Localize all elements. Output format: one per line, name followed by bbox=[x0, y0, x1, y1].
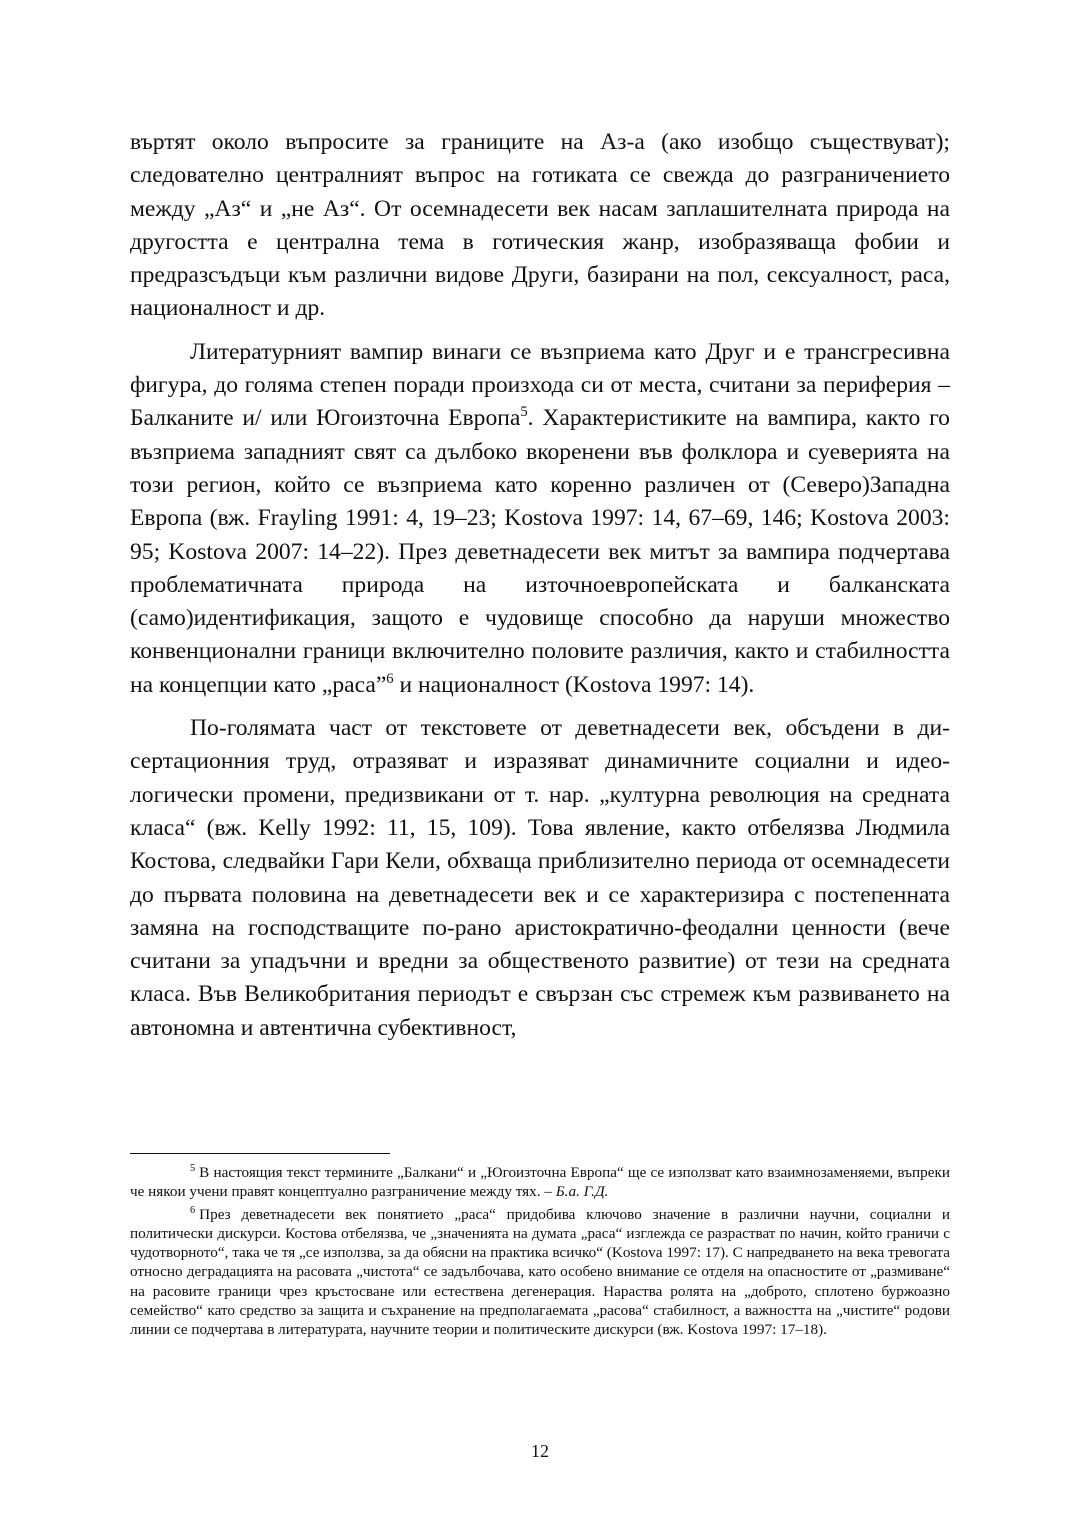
paragraph-2-text-b: . Характеристиките на вампира, както го възприема западният свят са дълбоко вкоренени във фолклора и суеверията на този регион, който се възприема като коренно различен от (Северо)Западна Европа (вж. Frayling 1991: 4, 19–23; Kostova 1997: 14, 67–69, 146; Kostova 2003: 95; Kostova 2007: 14–22). През деветнадесети век митът за вампира подчертава проблематичната природа на източноевропейската и балканската (само)идентификация, защото е чудовище способно да наруши множество конвенционални граници включително половите различия, както и стабилността на концепции като „раса” bbox=[130, 405, 950, 698]
paragraph-2 bbox=[130, 336, 950, 702]
footnote-5-author-note: Б.а. Г.Д. bbox=[555, 1183, 609, 1201]
footnote-separator bbox=[130, 1153, 390, 1154]
footnote-6 bbox=[130, 1205, 950, 1340]
footnote-6-number: 6 bbox=[190, 1204, 196, 1216]
page-number: 12 bbox=[531, 1441, 549, 1461]
main-text bbox=[130, 126, 950, 1045]
paragraph-2-text-c: и националност (Kostova 1997: 14). bbox=[393, 671, 755, 698]
footnote-ref-6[interactable]: 6 bbox=[386, 670, 394, 687]
footnote-ref-5[interactable]: 5 bbox=[520, 404, 528, 421]
paragraph-1: въртят около въпросите за границите на Аз-а (ако изобщо съществуват); следователно централният въпрос на готиката се свежда до разграничението между „Аз“ и „не Аз“. От осемнадесети век насам заплашителната природа на другостта е централна тема в готическия жанр, изобразяваща фобии и предразсъдъци към различни видове Други, базирани на пол, сексуалност, раса, националност и др. bbox=[130, 129, 950, 322]
footnote-5-number: 5 bbox=[190, 1162, 196, 1174]
footnote-6-text: През деветнадесети век понятието „раса“ придобива ключово значение в различни научни, социални и политически дискурси. Костова отбелязва, че „значенията на думата „раса“ изглежда се разрастват по начин, който граничи с чудотворното“, така че тя „се използва, за да обясни на практика всичко“ (Kostova 1997: 17). С напредването на века тревогата относно деградацията на расовата „чистота“ се задълбочава, като особено внимание се отделя на опасностите от „размиване“ на расовите граници чрез кръстосване или естествена дегенерация. Нараства ролята на „доброто, сплотено буржоазно семейство“ като средство за защита и съхранение на предполагаемата „расова“ стабилност, а важността на „чистите“ родови линии се подчертава в литературата, научните теории и политическите дискурси (вж. Kostova 1997: 17–18). bbox=[130, 1205, 950, 1339]
footnote-5-text: В настоящия текст термините „Балкани“ и „Югоизточна Европа“ ще се използват като взаимнозаменяеми, въпреки че някои учени правят концептуално разграничение между тях. – bbox=[130, 1164, 950, 1201]
paragraph-2-text-a: Литературният вампир винаги се възприема като Друг и е трансгресивна фигура, до голяма степен поради произхода си от места, считани за периферия – Балканите и/ или Югоизточна Европа bbox=[130, 338, 950, 432]
footnote-5 bbox=[130, 1163, 950, 1202]
paragraph-3: По-голямата част от текстовете от деветнадесети век, обсъдени в дисертационния труд, отразяват и изразяват динамичните социални и идеологически промени, предизвикани от т. нар. „културна революция на средната класа“ (вж. Kelly 1992: 11, 15, 109). Това явление, както отбелязва Людмила Костова, следвайки Гари Кели, обхваща приблизително периода от осемнадесети до първата половина на деветнадесети век и се характеризира с постепенната замяна на господстващите по-рано аристократично-феодални ценности (вече считани за упадъчни и вредни за общественото развитие) от тези на средната класа. Във Великобритания периодът е свързан със стремеж към развиването на автономна и автентична субективност, bbox=[130, 715, 950, 1041]
footnotes bbox=[130, 1163, 950, 1340]
